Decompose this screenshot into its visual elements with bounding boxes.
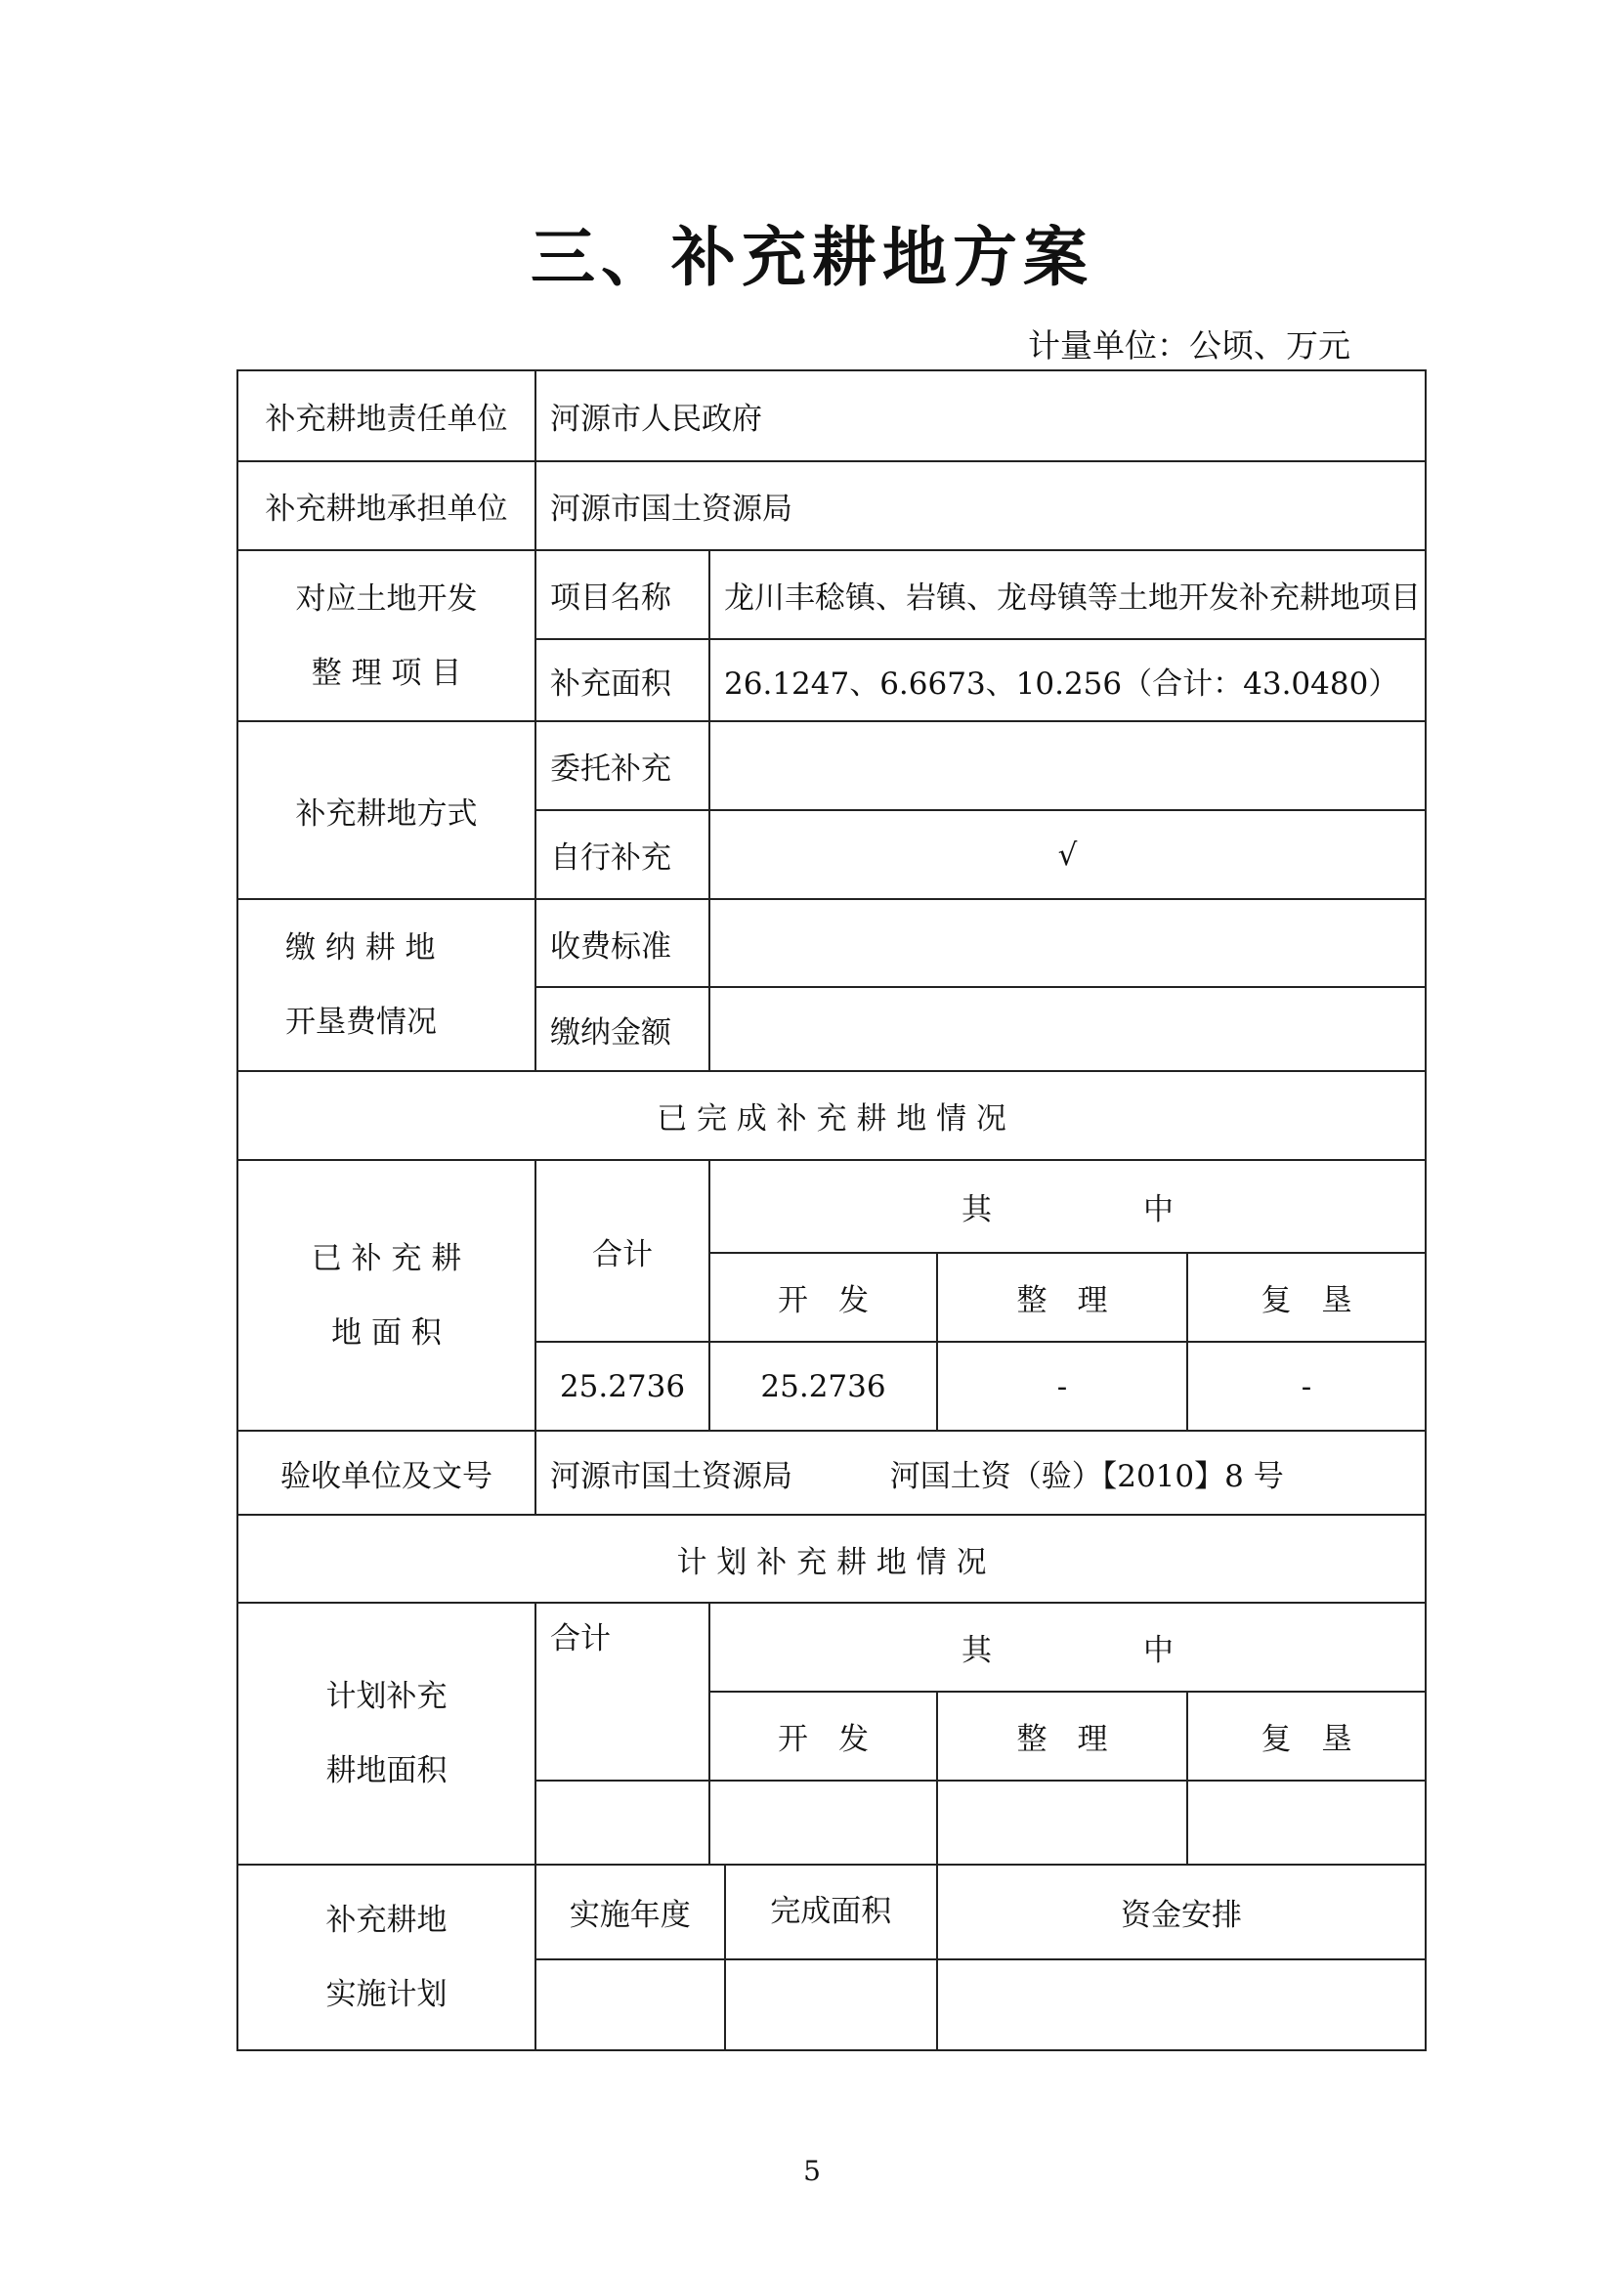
planned-reclamation-value xyxy=(1187,1781,1426,1865)
undertaking-unit-value: 河源市国土资源局 xyxy=(535,461,1426,550)
fee-label-line2: 开垦费情况 xyxy=(285,1005,437,1040)
page-number: 5 xyxy=(803,2155,821,2187)
fee-standard-label: 收费标准 xyxy=(535,899,709,987)
project-label-line2: 整 理 项 目 xyxy=(311,655,462,691)
entrusted-value xyxy=(709,721,1426,810)
acceptance-row xyxy=(237,1431,1426,1515)
completed-total-label: 合计 xyxy=(535,1160,709,1342)
undertaking-unit-row xyxy=(237,461,1426,550)
completed-section-row xyxy=(237,1071,1426,1160)
completed-development-value: 25.2736 xyxy=(709,1342,937,1431)
completed-area-label-line1: 已 补 充 耕 xyxy=(311,1240,462,1276)
planned-total-value xyxy=(535,1781,709,1865)
fee-label xyxy=(237,899,535,1071)
acceptance-doc-number: 河国土资（验）【2010】8 号 xyxy=(889,1458,1284,1494)
page-title: 三、补充耕地方案 xyxy=(531,220,1093,295)
project-name-row xyxy=(237,550,1426,639)
measurement-units: 计量单位：公顷、万元 xyxy=(1028,326,1350,365)
self-checkmark: √ xyxy=(709,810,1426,899)
fee-amount-value xyxy=(709,987,1426,1071)
implementation-col-year: 实施年度 xyxy=(569,1898,691,1933)
implementation-col-area: 完成面积 xyxy=(724,1866,936,1958)
responsible-unit-row xyxy=(237,370,1426,461)
fee-standard-row xyxy=(237,899,1426,987)
implementation-values xyxy=(535,1959,937,2050)
planned-area-label-line1: 计划补充 xyxy=(325,1679,448,1714)
planned-header-row xyxy=(237,1603,1426,1692)
self-label: 自行补充 xyxy=(535,810,709,899)
planned-col-development: 开 发 xyxy=(709,1692,937,1781)
implementation-header-row xyxy=(237,1865,1426,1959)
implementation-cols xyxy=(535,1865,937,1959)
responsible-unit-label: 补充耕地责任单位 xyxy=(237,370,535,461)
project-label xyxy=(237,550,535,721)
implementation-label-line2: 实施计划 xyxy=(325,1977,448,2012)
planned-area-label-line2: 耕地面积 xyxy=(325,1753,448,1788)
planned-consolidation-value xyxy=(937,1781,1187,1865)
undertaking-unit-label: 补充耕地承担单位 xyxy=(237,461,535,550)
planned-section-title: 计 划 补 充 耕 地 情 况 xyxy=(237,1515,1426,1603)
implementation-col-funding: 资金安排 xyxy=(937,1865,1426,1959)
completed-consolidation-value: - xyxy=(937,1342,1187,1431)
implementation-label-line1: 补充耕地 xyxy=(325,1903,448,1938)
completed-of-which: 其 中 xyxy=(709,1160,1426,1253)
completed-area-label-line2: 地 面 积 xyxy=(331,1314,442,1351)
planned-area-label xyxy=(237,1603,535,1865)
completed-col-development: 开 发 xyxy=(709,1253,937,1342)
acceptance-value xyxy=(535,1431,1426,1515)
planned-total-label: 合计 xyxy=(535,1603,709,1781)
acceptance-unit: 河源市国土资源局 xyxy=(550,1458,792,1494)
entrusted-label: 委托补充 xyxy=(535,721,709,810)
fee-label-line1: 缴 纳 耕 地 xyxy=(285,930,436,966)
completed-total-value: 25.2736 xyxy=(535,1342,709,1431)
fee-standard-value xyxy=(709,899,1426,987)
planned-development-value xyxy=(709,1781,937,1865)
project-name-label: 项目名称 xyxy=(535,550,709,639)
farmland-plan-table xyxy=(236,369,1427,2051)
project-area-value: 26.1247、6.6673、10.256（合计：43.0480） xyxy=(709,639,1426,721)
planned-section-row xyxy=(237,1515,1426,1603)
planned-col-reclamation: 复 垦 xyxy=(1187,1692,1426,1781)
completed-area-label xyxy=(237,1160,535,1431)
planned-col-consolidation: 整 理 xyxy=(937,1692,1187,1781)
project-area-label: 补充面积 xyxy=(535,639,709,721)
completed-col-reclamation: 复 垦 xyxy=(1187,1253,1426,1342)
project-label-line1: 对应土地开发 xyxy=(295,580,478,617)
responsible-unit-value: 河源市人民政府 xyxy=(535,370,1426,461)
project-name-value: 龙川丰稔镇、岩镇、龙母镇等土地开发补充耕地项目 xyxy=(709,550,1426,639)
completed-reclamation-value: - xyxy=(1187,1342,1426,1431)
implementation-area-value xyxy=(724,1960,936,2049)
method-label: 补充耕地方式 xyxy=(237,721,535,899)
completed-header-row xyxy=(237,1160,1426,1253)
implementation-funding-value xyxy=(937,1959,1426,2050)
implementation-label xyxy=(237,1865,535,2050)
planned-of-which: 其 中 xyxy=(709,1603,1426,1692)
fee-amount-label: 缴纳金额 xyxy=(535,987,709,1071)
completed-section-title: 已 完 成 补 充 耕 地 情 况 xyxy=(237,1071,1426,1160)
implementation-year-value xyxy=(536,1960,724,2049)
entrusted-row xyxy=(237,721,1426,810)
acceptance-label: 验收单位及文号 xyxy=(237,1431,535,1515)
completed-col-consolidation: 整 理 xyxy=(937,1253,1187,1342)
